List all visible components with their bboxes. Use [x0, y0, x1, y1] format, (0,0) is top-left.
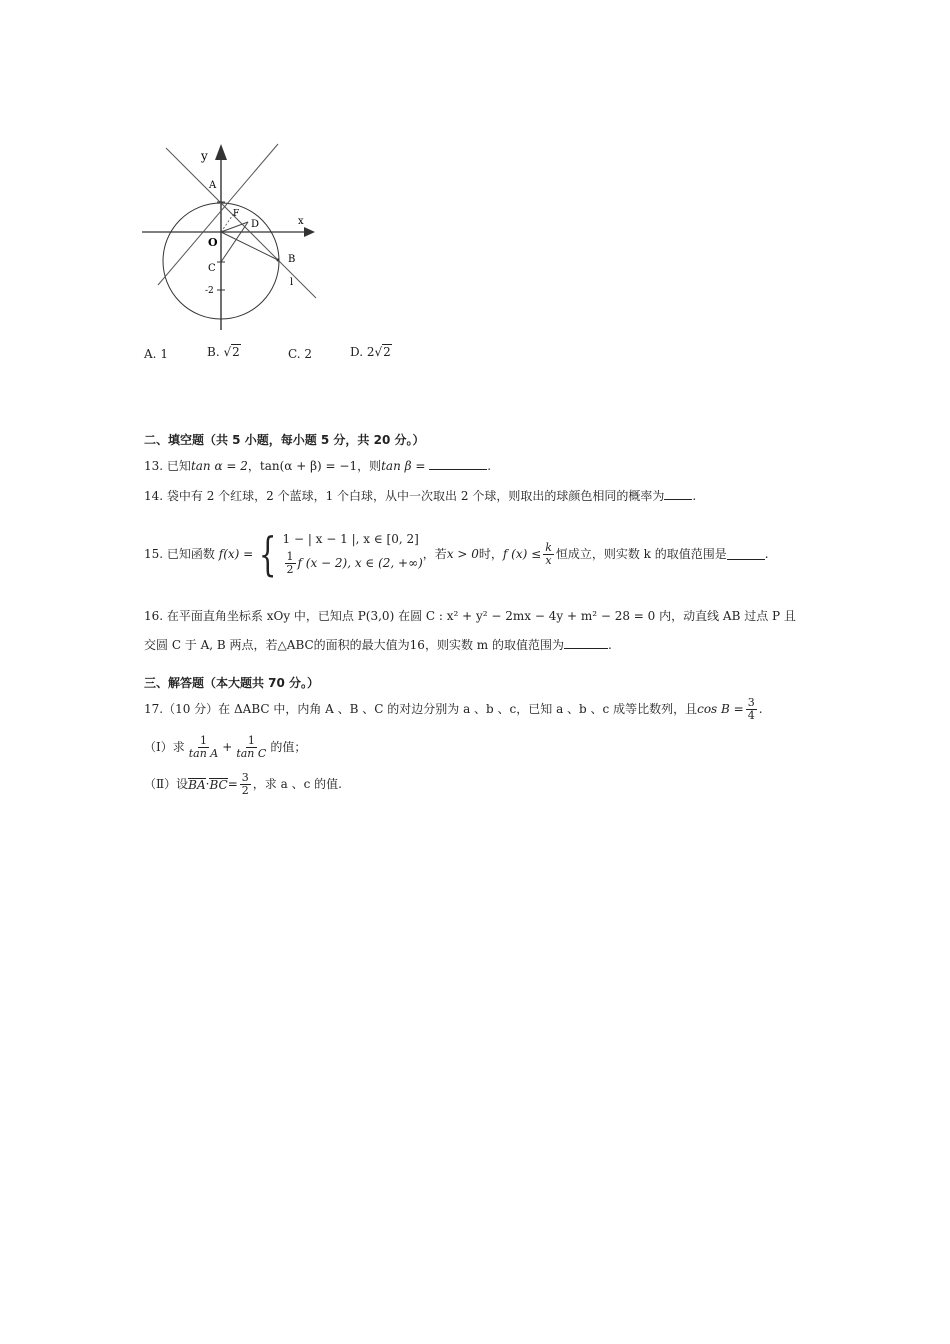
- q17-cosb: cos B =: [697, 702, 744, 716]
- question-17: [144, 694, 763, 724]
- option-b-letter: B.: [207, 345, 220, 359]
- section2-heading: 二、填空题（共 5 小题，每小题 5 分，共 20 分。）: [144, 433, 425, 447]
- question-16-line2: [144, 637, 612, 651]
- q15-case2-num: 1: [286, 549, 294, 563]
- q13-text3: ，则: [357, 459, 382, 473]
- question-16-line1: 16. 在平面直角坐标系 xOy 中，已知点 P(3,0) 在圆 C : x² + y² − 2mx − 4y + m² − 28 = 0 内，动直线 AB 过点 P 且: [144, 609, 796, 623]
- line-l: [166, 148, 316, 298]
- part1-plus: +: [222, 740, 233, 754]
- q15-end: .: [764, 547, 769, 561]
- part2-end: ，求 a 、c 的值.: [252, 777, 342, 791]
- q13-math1: tan α = 2: [190, 459, 248, 473]
- y-axis-arrow: [215, 144, 227, 160]
- label-y: y: [201, 149, 208, 163]
- q13-end: .: [487, 459, 492, 473]
- label-x: x: [298, 216, 304, 227]
- part2-den: 2: [241, 783, 249, 797]
- part2-frac: [240, 772, 251, 796]
- option-d-value: 2: [366, 345, 375, 359]
- vector-BA: BA: [188, 777, 206, 792]
- label-D: D: [251, 219, 260, 230]
- q13-math3: tan β =: [381, 459, 426, 473]
- section3-heading: 三、解答题（本大题共 70 分。）: [144, 676, 320, 690]
- q15-case2-frac: [285, 551, 296, 575]
- q17-frac: [746, 697, 757, 721]
- q13-text1: 已知: [166, 459, 191, 473]
- q17-den: 4: [747, 708, 755, 722]
- option-b-radicand: 2: [232, 345, 240, 359]
- piecewise-brace: {: [259, 527, 277, 581]
- part2-dot: ·: [205, 777, 210, 791]
- q17-part1: [144, 731, 306, 763]
- q15-case2-den: 2: [286, 562, 294, 576]
- question-15: [144, 526, 769, 582]
- label-A: A: [209, 180, 217, 191]
- q15-answer-blank[interactable]: [727, 548, 765, 560]
- part1-num2: 1: [247, 733, 255, 747]
- part1-den2: tan C: [236, 746, 267, 760]
- option-a: [144, 348, 168, 360]
- part1-frac2: [234, 735, 268, 759]
- segment-OD: [221, 222, 248, 232]
- x-axis-arrow: [304, 227, 315, 237]
- option-a-value: 1: [160, 347, 168, 361]
- part1-label: （Ⅰ）求: [144, 740, 185, 754]
- question-13: [144, 458, 491, 472]
- part2-num: 3: [241, 770, 249, 784]
- q13-answer-blank[interactable]: [429, 458, 487, 470]
- segment-CD: [221, 222, 248, 262]
- q17-part2: [144, 768, 342, 800]
- q15-cond: x > 0: [446, 547, 479, 561]
- q15-case2-rest: f (x − 2), x ∈ (2, +∞): [297, 556, 423, 570]
- q14-text: 14. 袋中有 2 个红球，2 个蓝球，1 个白球，从中一次取出 2 个球，则取出的球颜色相同的概率为: [144, 489, 665, 503]
- q17-end: .: [758, 702, 763, 716]
- label-l: l: [290, 277, 294, 288]
- q15-number: 15.: [144, 547, 164, 561]
- line-left: [158, 144, 278, 285]
- q15-text3: 时，: [478, 547, 503, 561]
- label-O: O: [208, 236, 218, 249]
- q15-x: x: [545, 553, 552, 567]
- q13-number: 13.: [144, 459, 164, 473]
- q17-text: 17.（10 分）在 ΔABC 中，内角 A 、B 、C 的对边分别为 a 、b 、c，已知 a 、b 、c 成等比数列，且: [144, 702, 698, 716]
- option-d-sqrt: √2: [374, 345, 391, 359]
- option-b: [207, 346, 241, 358]
- segment-OB: [221, 232, 278, 260]
- option-c-value: 2: [304, 347, 313, 361]
- q14-answer-blank[interactable]: [664, 488, 692, 500]
- part1-num1: 1: [200, 733, 207, 747]
- q15-case1: 1 − | x − 1 |, x ∈ [0, 2]: [282, 531, 419, 546]
- q16-line2-text: 交圆 C 于 A, B 两点，若△ABC的面积的最大值为16，则实数 m 的取值范围为: [144, 638, 564, 652]
- q15-ineq: f (x) ≤: [502, 547, 542, 561]
- q15-case2: [283, 551, 423, 575]
- label-C: C: [208, 263, 216, 274]
- q17-num: 3: [747, 695, 755, 709]
- part2-eq: =: [227, 777, 238, 791]
- q15-text4: 恒成立，则实数 k 的取值范围是: [555, 547, 727, 561]
- q14-end: .: [692, 489, 697, 503]
- point-B: [277, 259, 280, 262]
- q15-fx: f(x) =: [218, 547, 254, 561]
- option-d-letter: D.: [350, 345, 364, 359]
- piecewise-cases: [283, 533, 423, 575]
- option-d: [350, 346, 392, 358]
- option-a-letter: A.: [144, 347, 157, 361]
- part2-label: （Ⅱ）设: [144, 777, 189, 791]
- label-F: F: [233, 209, 240, 219]
- question-14: [144, 488, 696, 502]
- q13-math2: tan(α + β) = −1: [259, 459, 358, 473]
- part1-frac1: [187, 735, 221, 759]
- option-c: [288, 348, 312, 360]
- q15-k: k: [545, 540, 552, 554]
- part1-end: 的值；: [270, 740, 307, 754]
- q16-end: .: [607, 638, 612, 652]
- option-c-letter: C.: [288, 347, 301, 361]
- label-neg2: -2: [205, 286, 214, 296]
- q15-text1: 已知函数: [166, 547, 215, 561]
- q15-k-over-x: [543, 542, 554, 566]
- vector-BC: BC: [209, 777, 228, 792]
- q15-text2: ，若: [422, 547, 447, 561]
- q16-answer-blank[interactable]: [564, 637, 608, 649]
- option-b-sqrt: √2: [223, 345, 240, 359]
- geometry-figure: [138, 140, 323, 340]
- part1-den1: tan A: [188, 746, 219, 760]
- label-B: B: [288, 254, 296, 265]
- q13-text2: ，: [247, 459, 260, 473]
- option-d-radicand: 2: [383, 345, 391, 359]
